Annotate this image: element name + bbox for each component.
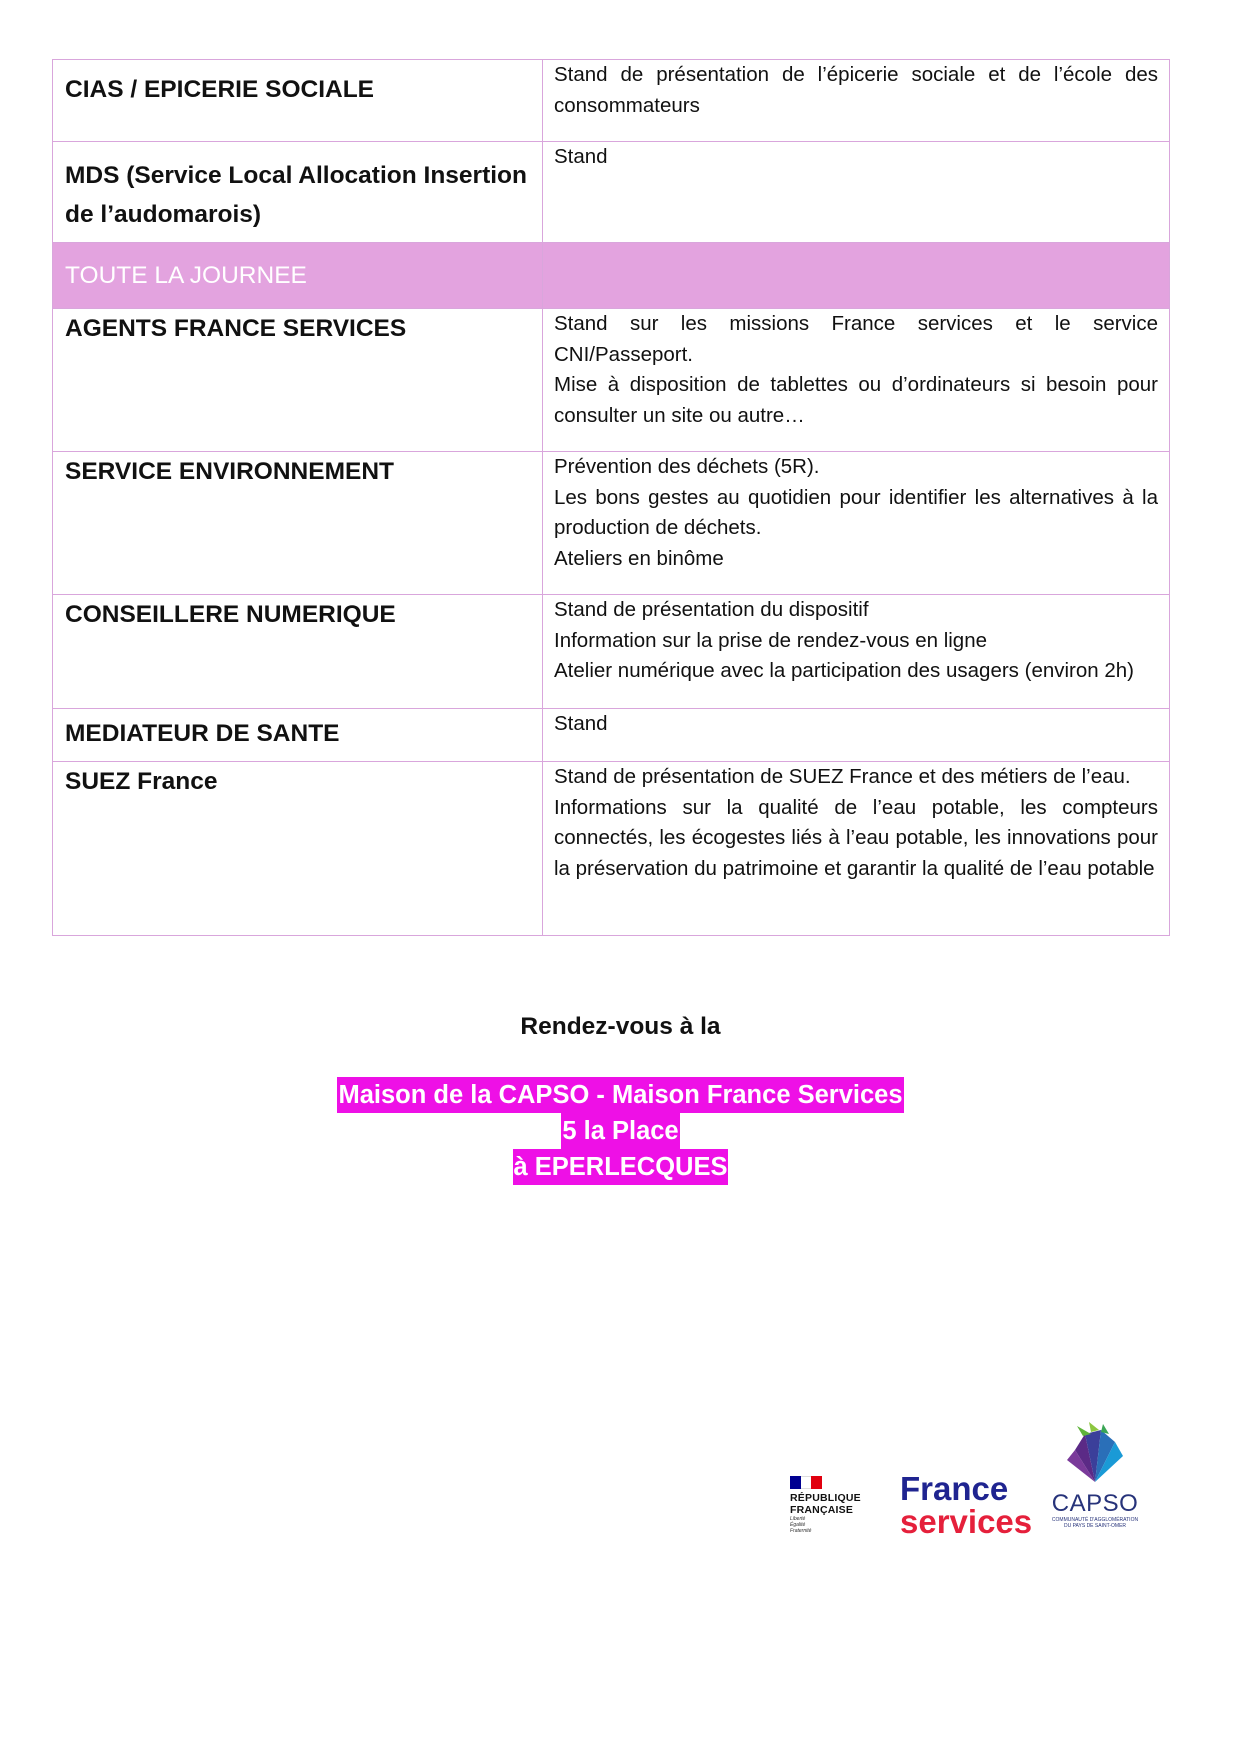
row-description (543, 452, 1170, 595)
table-row (53, 762, 1170, 936)
row-name: CONSEILLERE NUMERIQUE (53, 595, 543, 709)
republique-francaise-logo (790, 1476, 870, 1534)
activities-table (52, 59, 1170, 936)
section-header-row (53, 243, 1170, 309)
description-line: Atelier numérique avec la participation des usagers (environ 2h) (554, 659, 1135, 682)
row-description (543, 762, 1170, 936)
description-line: Informations sur la qualité de l’eau potable, les compteurs connectés, les écogestes liés à l’eau potable, les innovations pour la préservation du patrimoine et garantir la qualité de l’eau potable (554, 795, 1158, 880)
address-line-2: 5 la Place (561, 1113, 679, 1149)
address-line-3: à EPERLECQUES (513, 1149, 729, 1185)
address-block (0, 1077, 1241, 1185)
description-line: Stand de présentation du dispositif (554, 598, 869, 621)
table-row (53, 452, 1170, 595)
description-line: Stand de présentation de SUEZ France et des métiers de l’eau. (554, 765, 1131, 788)
row-name: SERVICE ENVIRONNEMENT (53, 452, 543, 595)
republique-motto-1: Liberté (790, 1516, 806, 1522)
description-line: Stand sur les missions France services et le service CNI/Passeport. (554, 312, 1158, 366)
logos-bar (790, 1420, 1170, 1540)
description-line: Information sur la prise de rendez-vous en ligne (554, 628, 988, 652)
france-services-logo (900, 1472, 1032, 1538)
row-name: SUEZ France (53, 762, 543, 936)
description-line: Mise à disposition de tablettes ou d’ordinateurs si besoin pour consulter un site ou autre… (554, 373, 1158, 427)
description-line: Stand (554, 712, 608, 735)
table-row (53, 142, 1170, 243)
row-name: MDS (Service Local Allocation Insertion de l’audomarois) (53, 142, 543, 243)
table-row (53, 309, 1170, 452)
row-name: AGENTS FRANCE SERVICES (53, 309, 543, 452)
description-line: Les bons gestes au quotidien pour identifier les alternatives à la production de déchets. (554, 485, 1158, 539)
capso-emblem-icon (1063, 1420, 1127, 1486)
row-description (543, 309, 1170, 452)
description-line: Stand (554, 145, 608, 168)
table-row (53, 60, 1170, 142)
footer-intro: Rendez-vous à la (520, 1013, 721, 1040)
france-services-word-2: services (900, 1503, 1033, 1540)
row-description (543, 142, 1170, 243)
capso-name: CAPSO (1051, 1490, 1139, 1517)
description-line: Stand de présentation de l’épicerie sociale et de l’école des consommateurs (554, 63, 1158, 117)
table-row (53, 709, 1170, 762)
row-description (543, 709, 1170, 762)
row-name: MEDIATEUR DE SANTE (53, 709, 543, 762)
table-row (53, 595, 1170, 709)
republique-motto-3: Fraternité (790, 1528, 812, 1534)
description-line: Prévention des déchets (5R). (554, 455, 820, 478)
section-empty-cell (543, 243, 1170, 309)
description-line: Ateliers en binôme (554, 546, 724, 570)
section-title: TOUTE LA JOURNEE (53, 243, 543, 309)
row-description (543, 60, 1170, 142)
address-line-1: Maison de la CAPSO - Maison France Services (337, 1077, 903, 1113)
republique-motto-2: Égalité (790, 1522, 806, 1528)
row-name: CIAS / EPICERIE SOCIALE (53, 60, 543, 142)
republique-line-2: FRANÇAISE (790, 1504, 854, 1516)
capso-logo (1050, 1420, 1140, 1529)
row-description (543, 595, 1170, 709)
french-flag-icon (790, 1476, 822, 1489)
capso-subtitle: COMMUNAUTÉ D'AGGLOMÉRATION DU PAYS DE SAINT-OMER (1051, 1517, 1139, 1529)
france-services-word-1: France (900, 1470, 1009, 1507)
republique-line-1: RÉPUBLIQUE (790, 1492, 861, 1504)
